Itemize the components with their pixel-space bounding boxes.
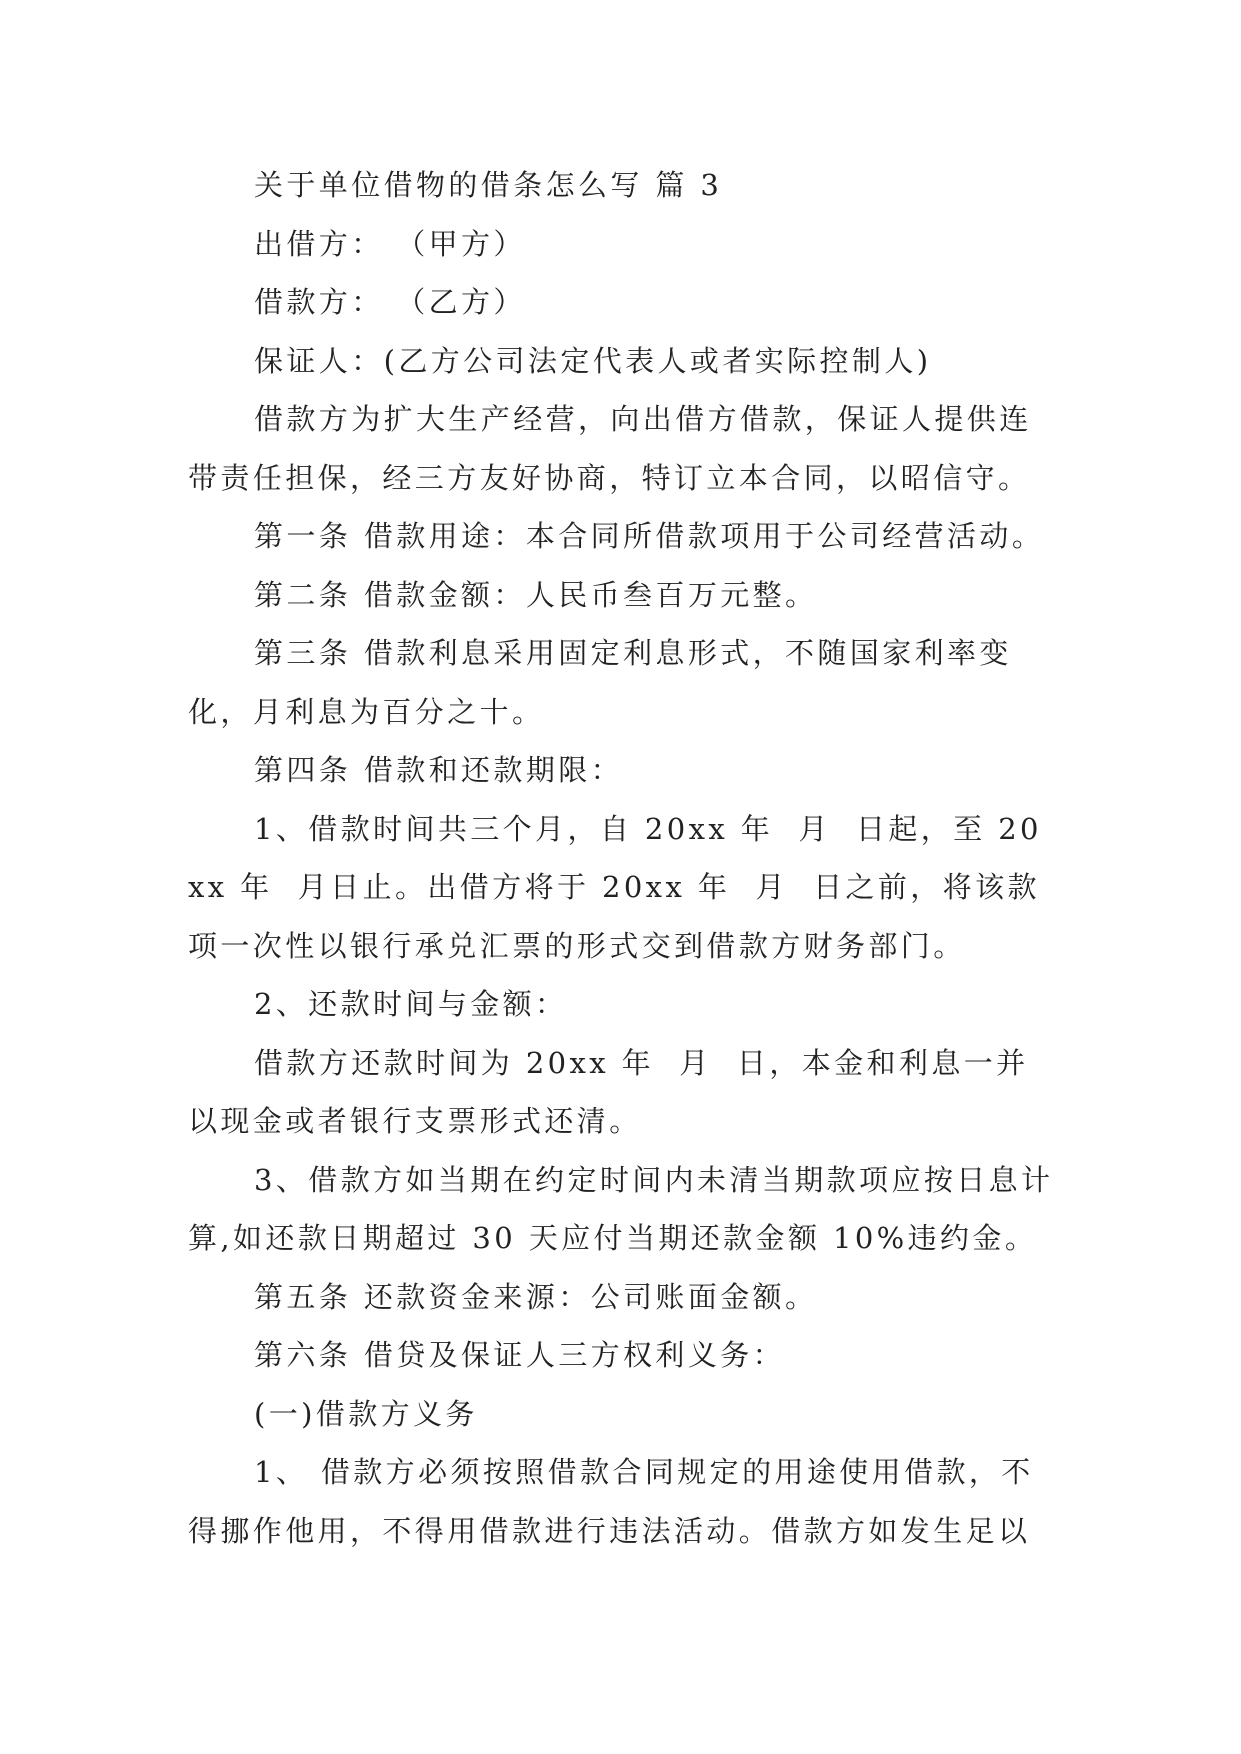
preamble-paragraph: 借款方为扩大生产经营，向出借方借款，保证人提供连带责任担保，经三方友好协商，特订立本合同，以昭信守。 (188, 402, 1032, 495)
borrower-line: 借款方： （乙方） (254, 285, 526, 319)
borrower-obligation-1: 1、 借款方必须按照借款合同规定的用途使用借款，不得挪作他用，不得用借款进行违法活动。借款方如发生足以 (188, 1455, 1034, 1548)
lender-line: 出借方： （甲方） (254, 226, 526, 261)
article-4-heading: 第四条 借款和还款期限： (254, 753, 624, 787)
document-title: 关于单位借物的借条怎么写 篇 3 (254, 168, 723, 202)
guarantor-line: 保证人：(乙方公司法定代表人或者实际控制人) (254, 343, 932, 378)
article-3: 第三条 借款利息采用固定利息形式，不随国家利率变化，月利息为百分之十。 (188, 636, 1012, 729)
article-4-clause-1: 1、借款时间共三个月，自 20xx 年 月 日起，至 20xx 年 月日止。出借方将于 20xx 年 月 日之前，将该款项一次性以银行承兑汇票的形式交到借款方财务部门。 (188, 811, 1042, 963)
article-1: 第一条 借款用途：本合同所借款项用于公司经营活动。 (254, 519, 1045, 553)
article-4-clause-3: 3、借款方如当期在约定时间内未清当期款项应按日息计算,如还款日期超过 30 天应付当期还款金额 10%违约金。 (188, 1162, 1054, 1255)
article-4-clause-2-body: 借款方还款时间为 20xx 年 月 日，本金和利息一并以现金或者银行支票形式还清。 (188, 1045, 1029, 1138)
document-body (188, 156, 1058, 1560)
borrower-obligations-heading: (一)借款方义务 (254, 1396, 478, 1431)
article-6-heading: 第六条 借贷及保证人三方权利义务： (254, 1338, 786, 1372)
article-5: 第五条 还款资金来源：公司账面金额。 (254, 1279, 818, 1314)
article-2: 第二条 借款金额：人民币叁百万元整。 (254, 577, 818, 612)
article-4-clause-2-heading: 2、还款时间与金额： (254, 987, 568, 1021)
